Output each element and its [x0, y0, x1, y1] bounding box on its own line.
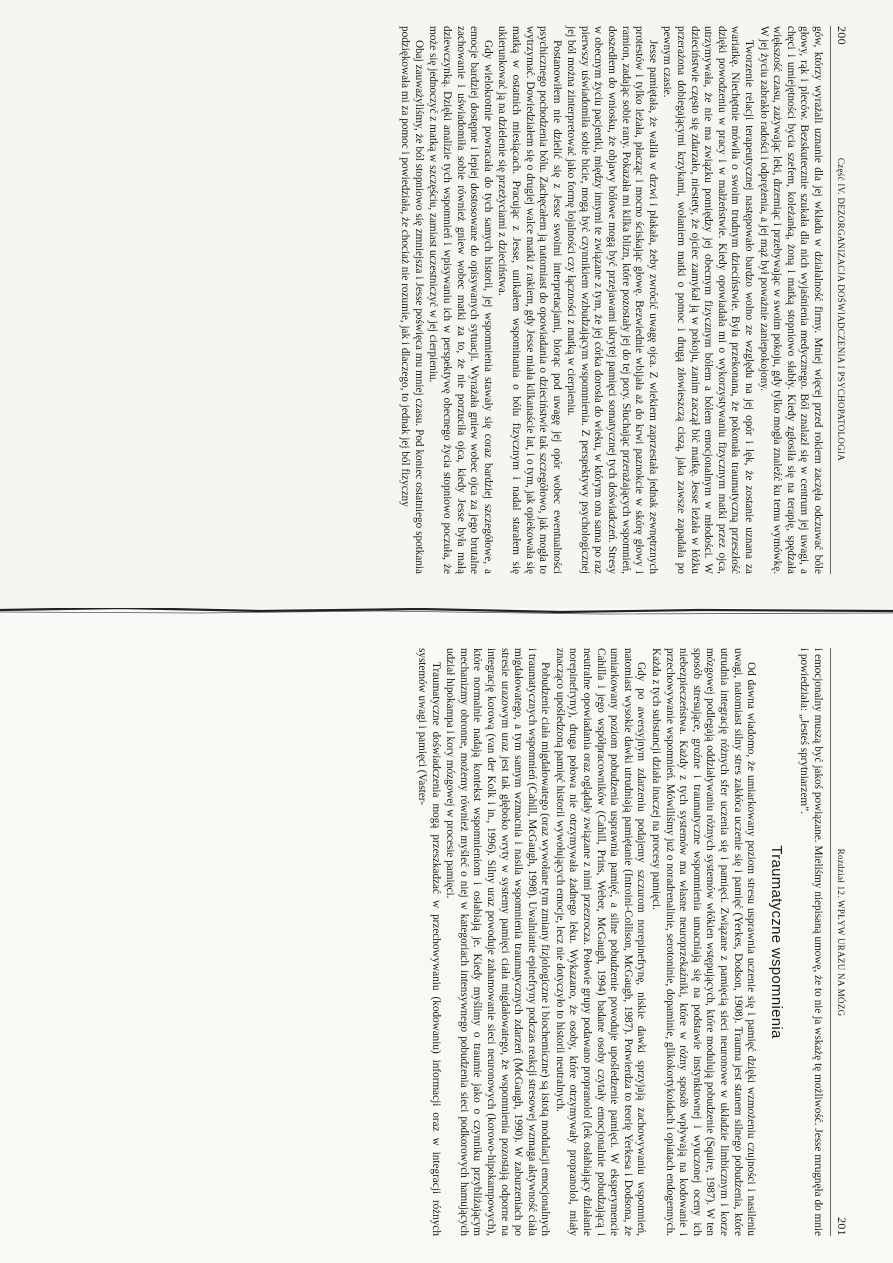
page-200-rotated-content — [37, 20, 857, 580]
running-head — [830, 648, 849, 1236]
paragraph: gów, którzy wyrażali uznanie dla jej wkładu w działalność firmy. Mniej więcej przed rokiem zaczęła odczuwać bóle głowy, rąk i pleców. Bezskutecznie szukała dla nich wyjaśnienia medycznego. Ból znalazł się w centrum jej uwagi, a chęci i umiejętności bycia szefem, koleżanką, żoną i matką stopniowo słabły. Kiedy zgłosiła się na terapię, spędzała większość czasu, zażywając leki, drzemiąc i przebywając w swoim pokoju, gdy tylko mogła znaleźć ku temu wymówkę. W jej życiu zabrakło radości i odprężenia, a jej mąż był poważnie zaniepokojony. — [757, 26, 824, 574]
paragraph: Obaj zauważyliśmy, że ból stopniowo się zmniejsza i Jesse poświęca mu mniej czasu. Pod koniec ostatniego spotkania podziękowała mi za pomoc i powiedziała, że chociaż nie rozumie, jak i dlaczego, to jednak jej ból fizyczny — [398, 26, 425, 574]
paragraph: Gdy wielokrotnie powracała do tych samych historii, jej wspomnienia stawały się coraz bardziej szczegółowe, a emocje bardziej dostępne i lepiej dostosowane do opisywanych sytuacji. Wyrażała gniew wobec ojca za jego brutalne zachowanie i uświadomiła sobie również gniew wobec matki za to, że nie porzuciła ojca, kiedy Jesse była małą dziewczynką. Dzięki analizie tych wspomnień i wpisywaniu ich w perspektywę obecnego życia stopniowo poczuła, że może się jednoczyć z matką w szczęściu, zamiast uczestniczyć w jej cierpieniu. — [426, 26, 494, 574]
book-page-200 — [0, 0, 893, 600]
binding-gutter — [0, 598, 893, 622]
running-head-title: Rozdział 12. WPŁYW URAZU NA MÓZG — [835, 848, 846, 1016]
paragraph: Postanowiłem nie dzielić się z Jesse swoimi interpretacjami, biorąc pod uwagę jej opór wobec ewentualności psychicznego pochodzenia bólu. Zachęcałem ją natomiast do opowiadania o dzieciństwie tak szczegółowo, jak mogła to wytrzymać. Dowiedziałem się o drugiej walce matki z rakiem, gdy Jesse miała kilkanaście lat, i o tym, jak opiekowała się matką w ostatnich miesiącach. Pracując z Jesse, unikałem wspominania o bólu fizycznym i nadal starałem się ukierunkować ją na dzielenie się przeżyciami z dzieciństwa. — [495, 26, 563, 574]
paragraph: Traumatyczne doświadczenia mogą przeszkadzać w przechowywaniu (kodowaniu) informacji oraz w integracji różnych systemów uwagi i pamięci (Vaster- — [415, 647, 442, 1236]
section-title: Traumatyczne wspomnienia — [767, 844, 785, 1039]
paragraph: i emocjonalny muszą być jakoś powiązane. Mieliśmy niepisaną umowę, że to nie ja wskażę tę możliwość. Jesse mrugnęła do mnie i powiedziała: „Jesteś sprytniarzem”. — [797, 647, 824, 1236]
page-number: 200 — [834, 26, 849, 45]
running-head — [830, 26, 849, 574]
paragraph: Od dawna wiadomo, że umiarkowany poziom stresu usprawnia uczenie się i pamięć dzięki wzmożeniu czujności i nasileniu uwagi, natomiast silny stres zakłóca uczenie się i pamięć (Yerkes, Dodson, 1908). Trauma jest stanem silnego pobudzenia, które utrudnia integrację różnych sfer uczenia się i pamięci. Związane z pamięcią sieci neuronowe w układzie limbicznym i korze mózgowej podlegają oddziaływaniu różnych systemów włókien wstępujących, które modulują pobudzenie (Squire, 1987). W ten sposób stresujące, groźne i traumatyczne wspomnienia umacniają się na podstawie instynktownej i wyuczonej oceny ich niebezpieczeństwa. Każdy z tych systemów ma własne neuroprzekaźniki, które w różny sposób wpływają na kodowanie i przechowywanie wspomnień. Mówiliśmy już o noradrenalinie, serotoninie, dopaminie, glikokortykoidach i opiatach endogennych. Każda z tych substancji działa inaczej na procesy pamięci. — [649, 647, 757, 1236]
paragraph: Jesse pamiętała, że waliła w drzwi i płakała, żeby zwrócić uwagę ojca. Z wiekiem zaprzestała jednak zewnętrznych protestów i tylko leżała, płacząc i mocno ściskając głowę. Bezwiednie wbijała aż do krwi paznokcie w skórę głowy i ramion, zadając sobie rany. Pokazała mi kilka blizn, które pozostały jej do tej pory. Słuchając przerażających wspomnień, doszedłem do wniosku, że objawy bólowe mogą być przejawami ukrytej pamięci somatycznej tych doświadczeń. Stresy w obecnym życiu pacjentki, między innymi te związane z tym, że jej córka dorosła do wieku, w którym ona sama po raz pierwszy uświadomiła sobie bicie, mogą być czynnikiem wzbudzającym wspomnienia. Z perspektywy psychologicznej jej ból można zinterpretować jako formę lojalności czy łączności z matką w cierpieniu. — [564, 26, 659, 574]
paragraph: Gdy po awersyjnym zdarzeniu podajemy szczurom norepinefrynę, niskie dawki sprzyjają zachowywaniu wspomnień, natomiast wysokie dawki utrudniają pamiętanie (Introini-Collison, McGaugh, 1987). Potwierdza to teorię Yerkesa i Dodsona, że umiarkowany poziom pobudzenia usprawnia pamięć, a silne pobudzenie powoduje upośledzenie pamięci. W eksperymencie Cahilla i jego współpracowników (Cahill, Prins, Weber, McGaugh, 1994) badane osoby czytały emocjonalnie pobudzającą i neutralne opowiadania oraz oglądały związane z nimi przezrocza. Połowie grupy podawano propranolol (lek osłabiający działanie norepinefryny), druga połowa nie otrzymywała żadnego leku. Wykazano, że osoby, które otrzymywały propranolol, miały znacząco upośledzoną pamięć historii wywołujących emocje, lecz nie dotyczyło to historii neutralnych. — [553, 647, 647, 1236]
paragraph: Tworzenie relacji terapeutycznej następowało bardzo wolno ze względu na jej opór i lęk, że zostanie uznana za wariatkę. Niechętnie mówiła o swoim trudnym dzieciństwie. Była przekonana, że pokonała traumatyczną przeszłość dzięki powodzeniu w pracy i w małżeństwie. Kiedy opowiadała mi o wykorzystywaniu fizycznym matki przez ojca, utrzymywała, że nie ma związku pomiędzy jej obecnym fizycznym bólem a bólem emocjonalnym w młodości. W dzieciństwie często się zdarzało, niestety, że ojciec zamykał ją w pokoju, zanim zaczął bić matkę. Jesse leżała w łóżku przerażona dobiegającymi krzykami, wołaniem matki o pomoc i drugą złowieszczą ciszą, jaka zawsze zapadała po pewnym czasie. — [660, 26, 755, 574]
page-201-rotated-content — [37, 642, 857, 1242]
page-number: 201 — [834, 1216, 849, 1236]
book-page-201 — [0, 620, 893, 1263]
page-200-body — [397, 26, 823, 574]
paragraph: Pobudzenie ciała migdałowatego (oraz wywołane tym zmiany fizjologiczne i biochemiczne) są istotą modulacji emocjonalnych i traumatycznych wspomnień (Cahill, McGaugh, 1998). Uwalnianie epinefryny podczas reakcji stresowej wzmaga aktywność ciała migdałowatego, a tym samym wzmacnia i nasila wspomnienia traumatycznych zdarzeń (McGaugh, 1990). W zaburzeniach po stresie urazowym uraz jest tak głęboko wryty w systemy pamięci ciała migdałowatego, że wspomnienia pozostają odporne na integrację korową (van der Kolk i in., 1996). Silny uraz powoduje zahamowanie sieci neuronowych (korowo-hipokampowych), które normalnie nadają kontekst wspomnieniom i osłabiają je. Kiedy myślimy o traumie jako o czynniku przybliżającym mechanizmy obronne, możemy również myśleć o niej w kategoriach intensywnego pobudzenia sieci podkorowych hamujących udział hipokampa i kory mózgowej w procesie pamięci. — [443, 647, 551, 1236]
page-201-body — [414, 648, 824, 1236]
running-head-title: Część IV. DEZORGANIZACJA DOŚWIADCZENIA I PSYCHOPATOLOGIA — [835, 157, 846, 462]
